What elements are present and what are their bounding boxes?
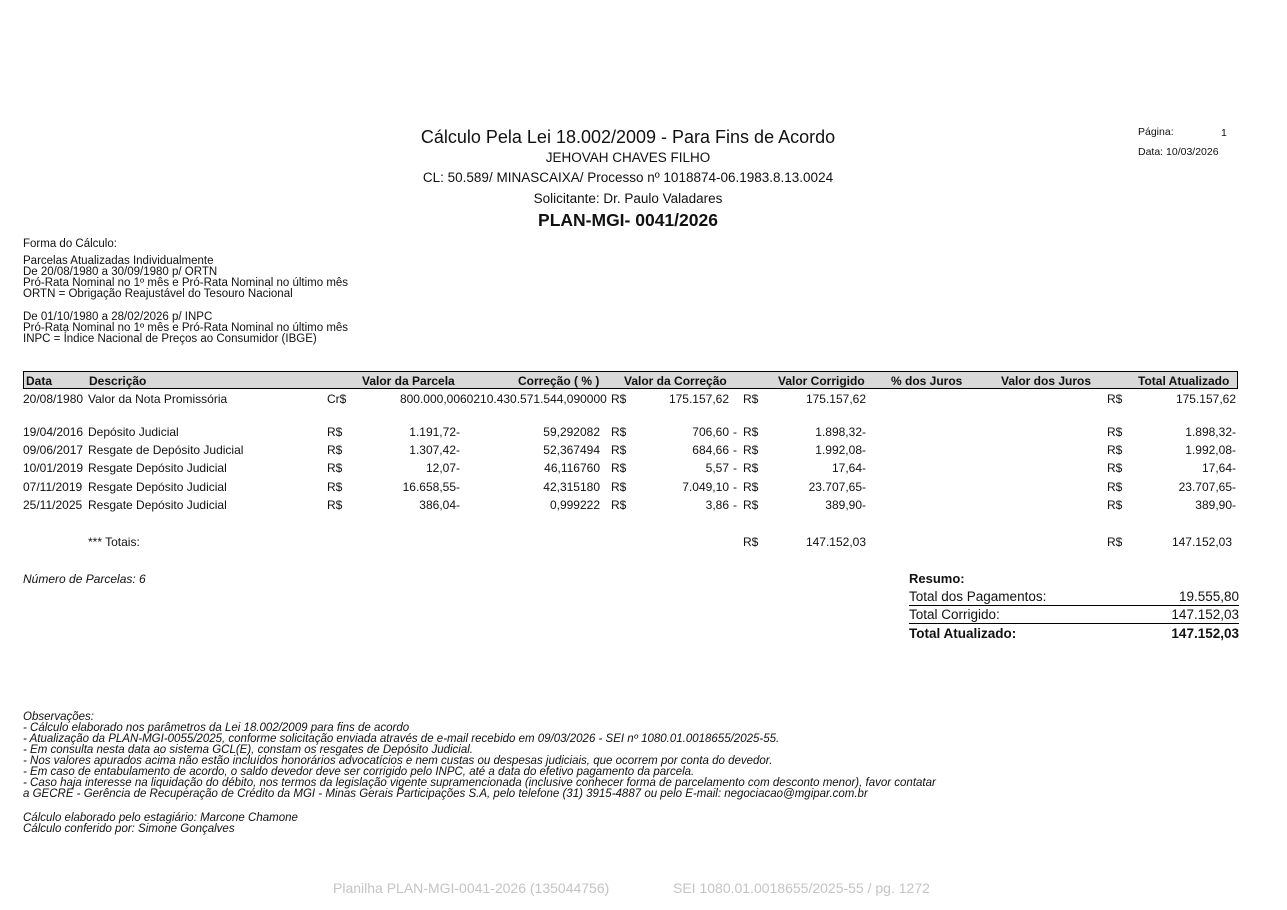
cell-total: 1.898,32- (1185, 425, 1236, 439)
cell-rs2: R$ (743, 425, 759, 439)
summary-updated-label: Total Atualizado: (909, 626, 1017, 641)
cell-correcao: 0,999222 (549, 498, 600, 512)
observation-line: - Nos valores apurados acima não estão incluídos honorários advocatícios e nem custas ou despesas judiciais, que ocorrem por conta do devedor. (23, 755, 773, 767)
debtor-name: JEHOVAH CHAVES FILHO (545, 150, 711, 165)
cell-sinal: - (733, 461, 737, 475)
cell-descricao: Resgate Depósito Judicial (88, 461, 227, 475)
cell-rs1: R$ (611, 480, 627, 494)
installments-count: Número de Parcelas: 6 (23, 572, 146, 586)
cell-rs2: R$ (743, 443, 759, 457)
cell-rs3: R$ (1107, 461, 1123, 475)
totals-rs2: R$ (743, 535, 759, 549)
cell-total: 23.707,65- (1178, 480, 1236, 494)
summary-corrected-label: Total Corrigido: (909, 607, 1000, 622)
cell-sinal: - (733, 498, 737, 512)
summary-title: Resumo: (909, 571, 965, 586)
cell-moeda: R$ (327, 443, 343, 457)
cell-descricao: Resgate Depósito Judicial (88, 498, 227, 512)
cell-data: 19/04/2016 (23, 425, 84, 439)
process-number: CL: 50.589/ MINASCAIXA/ Processo nº 1018874-06.1983.8.13.0024 (422, 170, 834, 185)
method-line: INPC = Índice Nacional de Preços ao Consumidor (IBGE) (23, 333, 317, 345)
cell-total: 175.157,62 (1175, 392, 1236, 406)
requester: Solicitante: Dr. Paulo Valadares (533, 191, 723, 206)
cell-correcao: 60210.430.571.544,090000 (460, 392, 607, 406)
cell-descricao: Resgate Depósito Judicial (88, 480, 227, 494)
observation-line: - Atualização da PLAN-MGI-0055/2025, conforme solicitação enviada através de e-mail recebido em 09/03/2026 - SEI nº 1080.01.0018655/2025-55. (23, 733, 780, 745)
cell-descricao: Valor da Nota Promissória (88, 392, 228, 406)
summary-corrected-value: 147.152,03 (1171, 607, 1239, 622)
cell-correcao: 59,292082 (543, 425, 600, 439)
cell-sinal: - (733, 443, 737, 457)
cell-valor-corrigido: 23.707,65- (808, 480, 866, 494)
observations-label: Observações: (23, 711, 94, 723)
cell-rs1: R$ (611, 443, 627, 457)
col-valor-correcao: Valor da Correção (624, 374, 727, 388)
method-line: Pró-Rata Nominal no 1º mês e Pró-Rata Nominal no último mês (23, 277, 349, 289)
observation-line: - Em caso de entabulamento de acordo, o saldo devedor deve ser corrigido pelo INPC, até a data do efetivo pagamento da parcela. (23, 766, 695, 778)
col-valor-corrigido: Valor Corrigido (778, 374, 865, 388)
footer-spreadsheet-ref: Planilha PLAN-MGI-0041-2026 (135044756) (333, 880, 610, 896)
cell-valor-correcao: 684,66 (692, 443, 729, 457)
prepared-by: Cálculo elaborado pelo estagiário: Marcone Chamone (23, 812, 298, 824)
cell-valor-correcao: 7.049,10 (682, 480, 729, 494)
col-total-atualizado: Total Atualizado (1138, 374, 1230, 388)
cell-rs1: R$ (611, 425, 627, 439)
col-correcao: Correção ( % ) (518, 374, 600, 388)
method-line: De 01/10/1980 a 28/02/2026 p/ INPC (23, 311, 213, 323)
cell-total: 389,90- (1195, 498, 1236, 512)
method-label: Forma do Cálculo: (23, 238, 117, 250)
cell-valor-corrigido: 1.898,32- (815, 425, 866, 439)
cell-data: 09/06/2017 (23, 443, 84, 457)
observation-line: a GECRE - Gerência de Recuperação de Crédito da MGI - Minas Gerais Participações S.A, pelo telefone (31) 3915-4887 ou pelo E-mail: negociacao@mgipar.com.br (23, 788, 868, 800)
summary-payments-label: Total dos Pagamentos: (909, 589, 1047, 604)
summary-divider (909, 605, 1239, 606)
table-header (23, 371, 1238, 389)
cell-valor-correcao: 706,60 (692, 425, 729, 439)
cell-valor-corrigido: 1.992,08- (815, 443, 866, 457)
cell-data: 25/11/2025 (23, 498, 83, 512)
cell-rs2: R$ (743, 498, 759, 512)
cell-descricao: Resgate de Depósito Judicial (88, 443, 244, 457)
observation-line: - Caso haja interesse na liquidação do débito, nos termos da legislação vigente supramencionada (inclusive conhecer forma de parcelamento com desconto menor), favor contatar (23, 777, 936, 789)
credits (23, 813, 298, 835)
summary-divider (909, 623, 1239, 624)
cell-correcao: 42,315180 (543, 480, 600, 494)
cell-correcao: 52,367494 (543, 443, 600, 457)
summary-payments-value: 19.555,80 (1178, 589, 1239, 604)
method-line: De 20/08/1980 a 30/09/1980 p/ ORTN (23, 266, 218, 278)
cell-rs1: R$ (611, 461, 627, 475)
page-number: 1 (1221, 127, 1227, 139)
totals-total: 147.152,03 (1171, 535, 1232, 549)
col-pct-juros: % dos Juros (891, 374, 963, 388)
cell-valor-correcao: 5,57 (705, 461, 729, 475)
col-data: Data (26, 374, 53, 388)
cell-valor-corrigido: 389,90- (825, 498, 866, 512)
method-block-inpc (23, 312, 348, 345)
observation-line: - Cálculo elaborado nos parâmetros da Lei 18.002/2009 para fins de acordo (23, 722, 410, 734)
col-valor-parcela: Valor da Parcela (362, 374, 455, 388)
cell-sinal: - (733, 480, 737, 494)
cell-total: 1.992,08- (1185, 443, 1236, 457)
cell-total: 17,64- (1201, 461, 1236, 475)
method-line: ORTN = Obrigação Reajustável do Tesouro Nacional (23, 288, 293, 300)
cell-valor: 12,07- (425, 461, 460, 475)
cell-data: 20/08/1980 (23, 392, 84, 406)
cell-moeda: R$ (327, 425, 343, 439)
method-line: Pró-Rata Nominal no 1º mês e Pró-Rata Nominal no último mês (23, 322, 349, 334)
print-date: Data: 10/03/2026 (1138, 146, 1219, 158)
cell-moeda: R$ (327, 480, 343, 494)
cell-valor: 1.307,42- (409, 443, 460, 457)
cell-rs2: R$ (743, 392, 759, 406)
cell-moeda: Cr$ (327, 392, 347, 406)
totals-valor-corrigido: 147.152,03 (805, 535, 866, 549)
cell-rs3: R$ (1107, 392, 1123, 406)
cell-sinal: - (733, 425, 737, 439)
cell-valor-correcao: 175.157,62 (668, 392, 729, 406)
observation-line: - Em consulta nesta data ao sistema GCL(E), constam os resgates de Depósito Judicial. (23, 744, 473, 756)
method-block-ortn (23, 256, 348, 300)
totals-rs3: R$ (1107, 535, 1123, 549)
cell-rs2: R$ (743, 461, 759, 475)
summary-updated-value: 147.152,03 (1171, 626, 1239, 641)
cell-valor: 16.658,55- (402, 480, 460, 494)
page-label: Página: (1138, 126, 1174, 138)
cell-moeda: R$ (327, 461, 343, 475)
col-descricao: Descrição (89, 374, 147, 388)
cell-rs1: R$ (611, 498, 627, 512)
cell-rs3: R$ (1107, 443, 1123, 457)
observations (23, 712, 936, 800)
checked-by: Cálculo conferido por: Simone Gonçalves (23, 823, 235, 835)
method-line: Parcelas Atualizadas Individualmente (23, 255, 214, 267)
cell-valor: 1.191,72- (409, 425, 460, 439)
cell-valor-corrigido: 175.157,62 (805, 392, 866, 406)
cell-correcao: 46,116760 (544, 461, 600, 475)
cell-valor: 800.000,00 (399, 392, 460, 406)
cell-rs3: R$ (1107, 425, 1123, 439)
cell-moeda: R$ (327, 498, 343, 512)
totals-label: *** Totais: (88, 535, 140, 549)
cell-descricao: Depósito Judicial (88, 425, 179, 439)
cell-valor-corrigido: 17,64- (831, 461, 866, 475)
cell-data: 07/11/2019 (23, 480, 83, 494)
cell-rs3: R$ (1107, 498, 1123, 512)
document-title: Cálculo Pela Lei 18.002/2009 - Para Fins de Acordo (420, 127, 836, 147)
cell-rs2: R$ (743, 480, 759, 494)
plan-code: PLAN-MGI- 0041/2026 (538, 210, 718, 230)
col-valor-juros: Valor dos Juros (1001, 374, 1092, 388)
cell-valor-correcao: 3,86 (705, 498, 729, 512)
cell-rs1: R$ (611, 392, 627, 406)
cell-data: 10/01/2019 (23, 461, 84, 475)
footer-sei-ref: SEI 1080.01.0018655/2025-55 / pg. 1272 (673, 880, 930, 896)
cell-rs3: R$ (1107, 480, 1123, 494)
cell-valor: 386,04- (419, 498, 460, 512)
